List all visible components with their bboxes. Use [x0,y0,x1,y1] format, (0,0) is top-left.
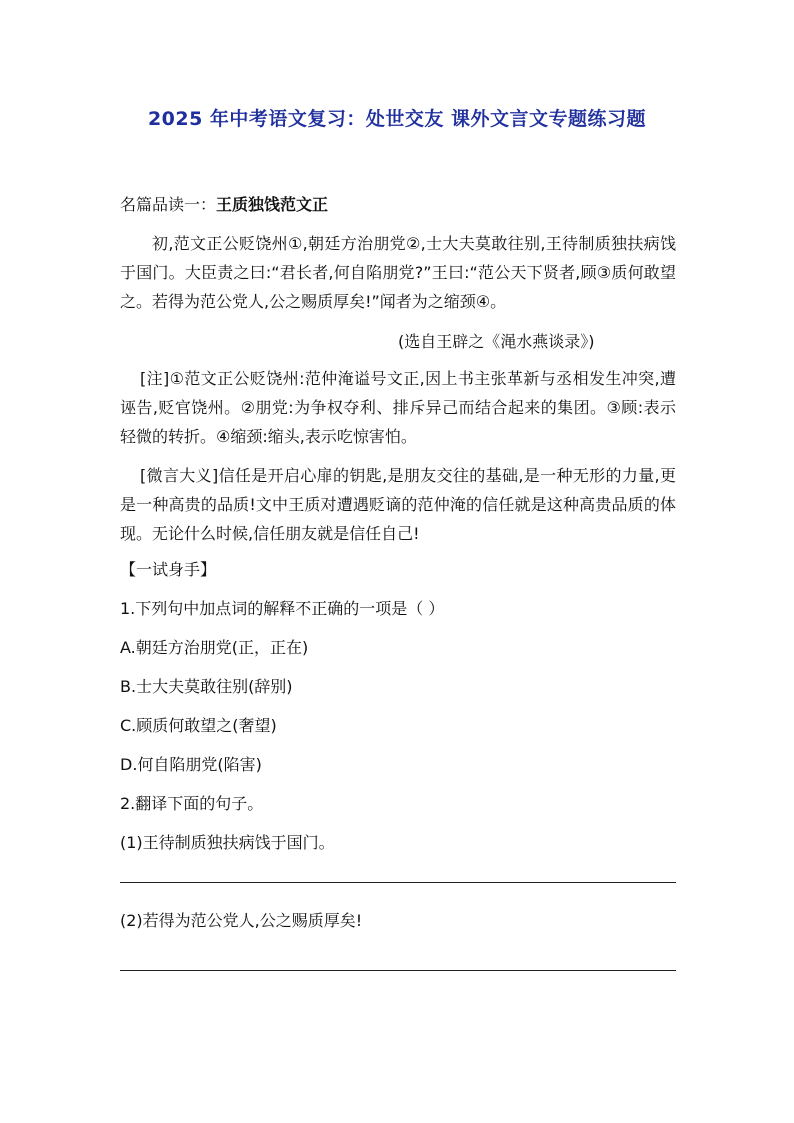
option-c: C.顾质何敢望之(奢望) [120,716,277,735]
option-d: D.何自陷朋党(陷害) [120,755,262,774]
option-a: A.朝廷方治朋党(正，正在) [120,638,309,657]
translation-item-2: (2)若得为范公党人,公之赐质厚矣! [120,911,363,930]
reading-label [120,190,676,219]
answer-line-2[interactable] [120,970,676,971]
option-b: B.士大夫莫敢往别(辞别) [120,677,293,696]
annotation-note: [注]①范文正公贬饶州:范仲淹谥号文正,因上书主张革新与丞相发生冲突,遭诬告,贬官饶州。②朋党:为争权夺利、排斥异己而结合起来的集团。③顾:表示轻微的转折。④缩颈:缩头,表示吃惊害怕。 [120,369,676,446]
question-2: 2.翻译下面的句子。 [120,794,264,813]
answer-line-1[interactable] [120,882,676,883]
passage-source: (选自王辟之《渑水燕谈录》) [398,332,595,351]
reading-label-prefix: 名篇品读一： [120,195,217,214]
question-1: 1.下列句中加点词的解释不正确的一项是（ ） [120,599,445,618]
page-title: 2025 年中考语文复习：处世交友 课外文言文专题练习题 [147,108,647,130]
reading-label-title: 王质独饯范文正 [216,195,329,214]
insight-paragraph: [微言大义]信任是开启心扉的钥匙,是朋友交往的基础,是一种无形的力量,更是一种高贵的品质!文中王质对遭遇贬谪的范仲淹的信任就是这种高贵品质的体现。无论什么时候,信任朋友就是信任自己! [120,466,676,543]
translation-item-1: (1)王待制质独扶病饯于国门。 [120,833,335,852]
classical-passage: 初,范文正公贬饶州①,朝廷方治朋党②,士大夫莫敢往别,王待制质独扶病饯于国门。大臣责之曰:“君长者,何自陷朋党?”王曰:“范公天下贤者,顾③质何敢望之。若得为范公党人,公之赐质厚矣!”闻者为之缩颈④。 [120,234,676,311]
exercise-heading: 【一试身手】 [120,560,217,579]
document-body [120,190,676,989]
